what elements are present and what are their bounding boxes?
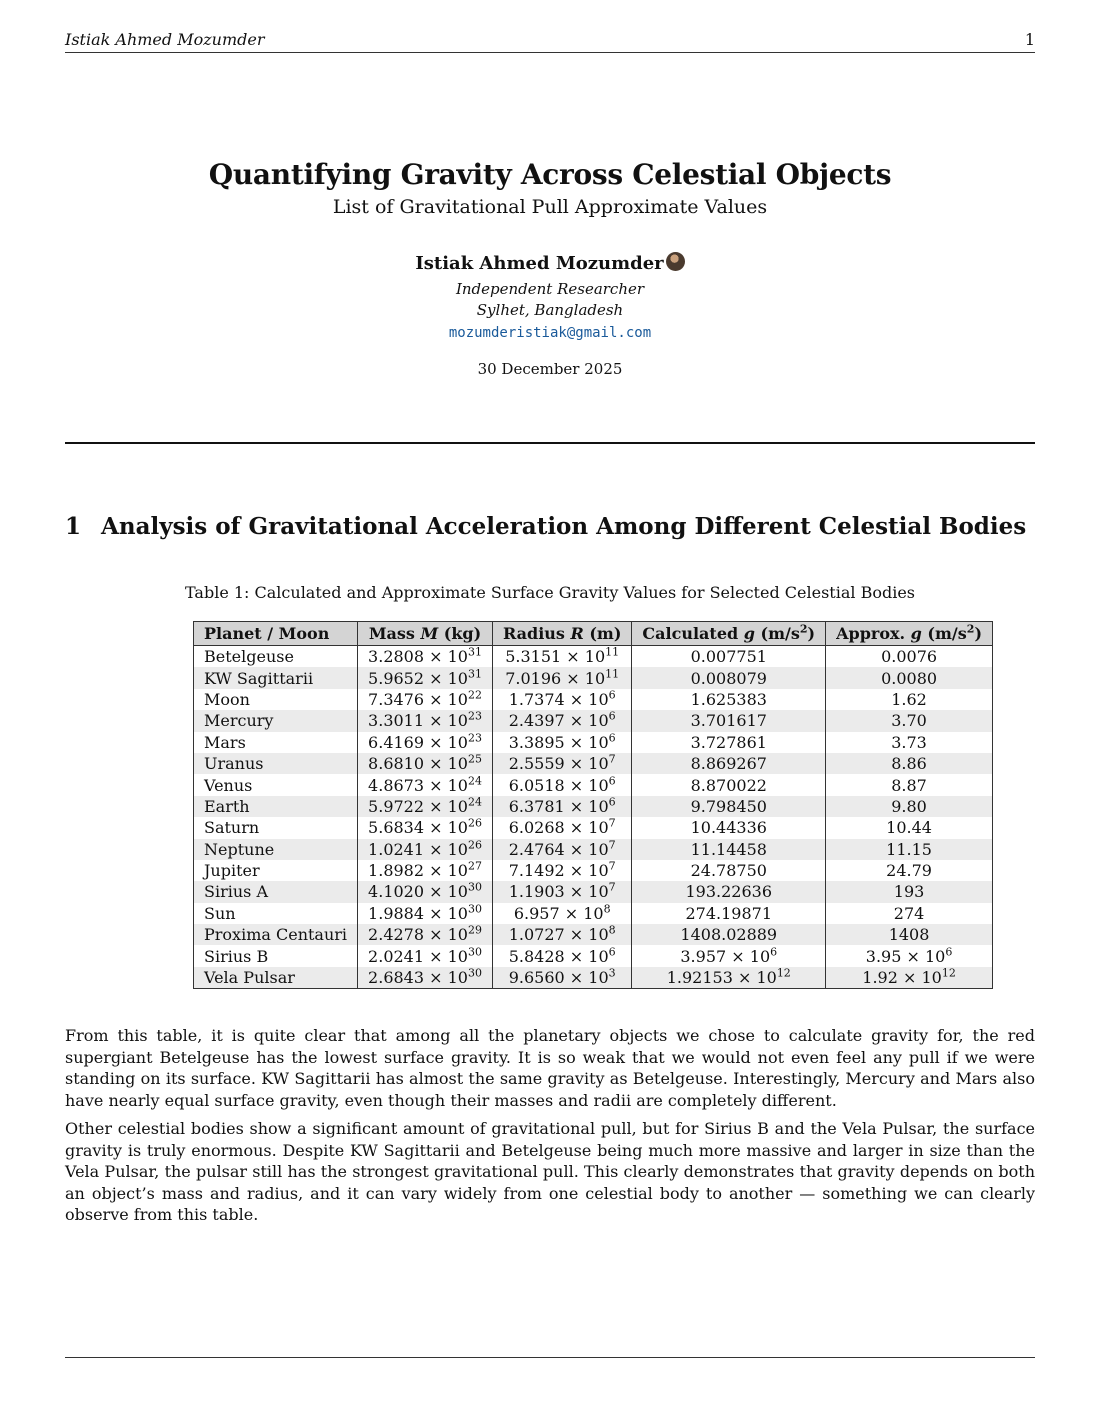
- cell-calculated-g: 1.625383: [632, 689, 826, 710]
- publication-date: 30 December 2025: [477, 360, 623, 378]
- cell-radius: $1.1903 \times 10^7$: [492, 881, 631, 902]
- author-location: Sylhet, Bangladesh: [476, 301, 624, 319]
- table-row: [194, 817, 993, 838]
- cell-name: Mars: [194, 732, 358, 753]
- table-row: [194, 753, 993, 774]
- cell-name: Sirius B: [194, 945, 358, 966]
- cell-calculated-g: 8.870022: [632, 774, 826, 795]
- section-number: 1: [65, 513, 82, 540]
- cell-name: Mercury: [194, 710, 358, 731]
- cell-approx-g: $1.92 \times 10^{12}$: [826, 967, 993, 989]
- cell-approx-g: 9.80: [826, 796, 993, 817]
- table-row: [194, 839, 993, 860]
- author-block: [0, 252, 1100, 274]
- cell-calculated-g: 0.008079: [632, 667, 826, 688]
- cell-name: KW Sagittarii: [194, 667, 358, 688]
- paper-title: Quantifying Gravity Across Celestial Objects: [208, 158, 892, 191]
- cell-approx-g: 10.44: [826, 817, 993, 838]
- cell-approx-g: 0.0080: [826, 667, 993, 688]
- cell-name: Betelgeuse: [194, 646, 358, 668]
- cell-mass: $5.6834 \times 10^{26}$: [358, 817, 493, 838]
- cell-radius: $7.0196 \times 10^{11}$: [492, 667, 631, 688]
- cell-calculated-g: 10.44336: [632, 817, 826, 838]
- cell-calculated-g: $3.957 \times 10^6$: [632, 945, 826, 966]
- author-affiliation: Independent Researcher: [455, 280, 645, 298]
- col-header-radius: Radius R (m): [492, 622, 631, 646]
- cell-name: Proxima Centauri: [194, 924, 358, 945]
- cell-approx-g: 8.87: [826, 774, 993, 795]
- cell-mass: $2.6843 \times 10^{30}$: [358, 967, 493, 989]
- cell-calculated-g: 11.14458: [632, 839, 826, 860]
- cell-mass: $4.8673 \times 10^{24}$: [358, 774, 493, 795]
- table-row: [194, 860, 993, 881]
- section-heading: [65, 513, 1026, 540]
- cell-radius: $2.4764 \times 10^7$: [492, 839, 631, 860]
- cell-mass: $3.3011 \times 10^{23}$: [358, 710, 493, 731]
- author-email-link[interactable]: mozumderistiak@gmail.com: [448, 325, 652, 341]
- cell-name: Saturn: [194, 817, 358, 838]
- table-row: [194, 774, 993, 795]
- cell-approx-g: 0.0076: [826, 646, 993, 668]
- table-row: [194, 967, 993, 989]
- author-name: Istiak Ahmed Mozumder: [415, 253, 664, 274]
- table-row: [194, 881, 993, 902]
- author-avatar-icon[interactable]: [666, 252, 685, 271]
- cell-radius: $5.3151 \times 10^{11}$: [492, 646, 631, 668]
- cell-mass: $8.6810 \times 10^{25}$: [358, 753, 493, 774]
- cell-approx-g: 8.86: [826, 753, 993, 774]
- col-header-calculated: Calculated g $(m/s^2)$: [632, 622, 826, 646]
- paragraph-1: From this table, it is quite clear that among all the planetary objects we chose to calculate gravity for, the red supergiant Betelgeuse has the lowest surface gravity. It is so weak that we would not even feel any pull if we were standing on its surface. KW Sagittarii has almost the same gravity as Betelgeuse. Interestingly, Mercury and Mars also have nearly equal surface gravity, even though their masses and radii are completely different.: [65, 1026, 1035, 1110]
- cell-radius: $1.7374 \times 10^6$: [492, 689, 631, 710]
- cell-approx-g: 274: [826, 903, 993, 924]
- cell-name: Vela Pulsar: [194, 967, 358, 989]
- cell-radius: $6.0268 \times 10^7$: [492, 817, 631, 838]
- cell-calculated-g: 274.19871: [632, 903, 826, 924]
- cell-mass: $4.1020 \times 10^{30}$: [358, 881, 493, 902]
- cell-mass: $2.0241 \times 10^{30}$: [358, 945, 493, 966]
- table-row: [194, 903, 993, 924]
- col-header-name: Planet / Moon: [194, 622, 358, 646]
- cell-mass: $1.9884 \times 10^{30}$: [358, 903, 493, 924]
- cell-radius: $5.8428 \times 10^6$: [492, 945, 631, 966]
- cell-mass: $6.4169 \times 10^{23}$: [358, 732, 493, 753]
- cell-calculated-g: $1.92153 \times 10^{12}$: [632, 967, 826, 989]
- cell-mass: $2.4278 \times 10^{29}$: [358, 924, 493, 945]
- cell-name: Jupiter: [194, 860, 358, 881]
- cell-radius: $2.5559 \times 10^7$: [492, 753, 631, 774]
- cell-mass: $7.3476 \times 10^{22}$: [358, 689, 493, 710]
- cell-mass: $5.9652 \times 10^{31}$: [358, 667, 493, 688]
- cell-radius: $9.6560 \times 10^3$: [492, 967, 631, 989]
- cell-calculated-g: 24.78750: [632, 860, 826, 881]
- gravity-table: [193, 621, 993, 989]
- cell-calculated-g: 0.007751: [632, 646, 826, 668]
- cell-radius: $6.0518 \times 10^6$: [492, 774, 631, 795]
- table-row: [194, 945, 993, 966]
- cell-name: Moon: [194, 689, 358, 710]
- cell-mass: $1.8982 \times 10^{27}$: [358, 860, 493, 881]
- col-header-approx: Approx. g $(m/s^2)$: [826, 622, 993, 646]
- page-number: 1: [1024, 30, 1035, 49]
- table-row: [194, 796, 993, 817]
- cell-calculated-g: 3.701617: [632, 710, 826, 731]
- cell-approx-g: 193: [826, 881, 993, 902]
- table-row: [194, 924, 993, 945]
- cell-radius: $1.0727 \times 10^8$: [492, 924, 631, 945]
- cell-calculated-g: 1408.02889: [632, 924, 826, 945]
- col-header-mass: Mass M (kg): [358, 622, 493, 646]
- running-header: [65, 30, 1035, 53]
- cell-radius: $6.3781 \times 10^6$: [492, 796, 631, 817]
- cell-name: Sirius A: [194, 881, 358, 902]
- table-row: [194, 689, 993, 710]
- table-row: [194, 646, 993, 668]
- paper-subtitle: List of Gravitational Pull Approximate Values: [332, 196, 768, 218]
- cell-mass: $1.0241 \times 10^{26}$: [358, 839, 493, 860]
- table-row: [194, 732, 993, 753]
- paragraph-2: Other celestial bodies show a significant amount of gravitational pull, but for Sirius B and the Vela Pulsar, the surface gravity is truly enormous. Despite KW Sagittarii and Betelgeuse being much more massive and larger in size than the Vela Pulsar, the pulsar still has the strongest gravitational pull. This clearly demonstrates that gravity depends on both an object’s mass and radius, and it can vary widely from one celestial body to another — something we can clearly observe from this table.: [65, 1119, 1035, 1224]
- cell-mass: $3.2808 \times 10^{31}$: [358, 646, 493, 668]
- title-divider: [65, 442, 1035, 444]
- cell-approx-g: 3.73: [826, 732, 993, 753]
- table-row: [194, 710, 993, 731]
- cell-radius: $2.4397 \times 10^6$: [492, 710, 631, 731]
- cell-radius: $3.3895 \times 10^6$: [492, 732, 631, 753]
- header-author: Istiak Ahmed Mozumder: [65, 30, 265, 49]
- cell-name: Sun: [194, 903, 358, 924]
- cell-approx-g: 1408: [826, 924, 993, 945]
- cell-radius: $7.1492 \times 10^7$: [492, 860, 631, 881]
- section-title: Analysis of Gravitational Acceleration Among Different Celestial Bodies: [101, 513, 1027, 540]
- table-header-row: [194, 622, 993, 646]
- cell-calculated-g: 9.798450: [632, 796, 826, 817]
- cell-calculated-g: 3.727861: [632, 732, 826, 753]
- cell-name: Neptune: [194, 839, 358, 860]
- cell-name: Uranus: [194, 753, 358, 774]
- table-row: [194, 667, 993, 688]
- cell-calculated-g: 193.22636: [632, 881, 826, 902]
- cell-radius: $6.957 \times 10^8$: [492, 903, 631, 924]
- table-caption: Table 1: Calculated and Approximate Surface Gravity Values for Selected Celestial Bodies: [184, 583, 915, 602]
- cell-name: Earth: [194, 796, 358, 817]
- cell-approx-g: 1.62: [826, 689, 993, 710]
- cell-mass: $5.9722 \times 10^{24}$: [358, 796, 493, 817]
- cell-approx-g: 3.70: [826, 710, 993, 731]
- cell-calculated-g: 8.869267: [632, 753, 826, 774]
- cell-approx-g: 24.79: [826, 860, 993, 881]
- cell-name: Venus: [194, 774, 358, 795]
- cell-approx-g: $3.95 \times 10^6$: [826, 945, 993, 966]
- cell-approx-g: 11.15: [826, 839, 993, 860]
- footer-rule: [65, 1357, 1035, 1358]
